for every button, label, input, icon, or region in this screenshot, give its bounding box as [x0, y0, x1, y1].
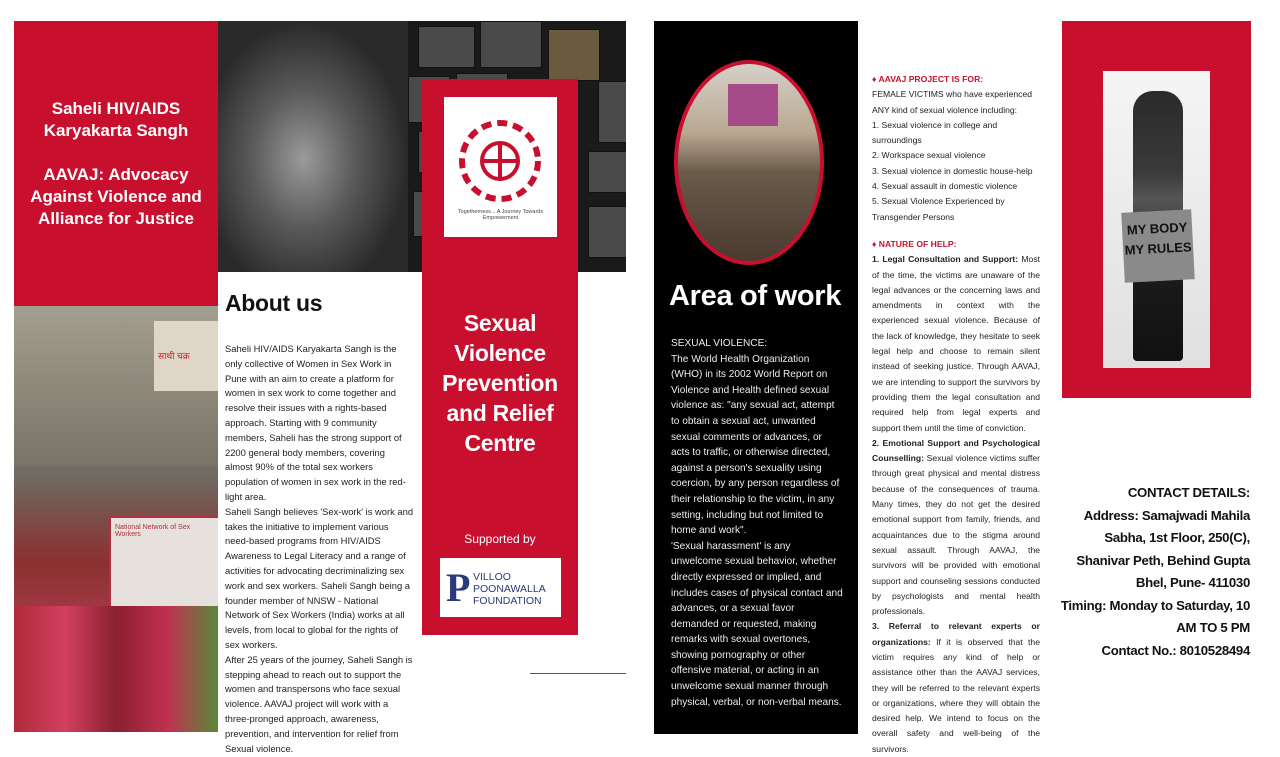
title-block — [14, 21, 218, 306]
org-name-line1: Saheli HIV/AIDS — [51, 98, 181, 118]
workshop-photo — [678, 64, 820, 261]
divider — [530, 673, 626, 674]
area-paragraph: 'Sexual harassment' is any unwelcome sexual behavior, whether directly expressed or implied, and includes cases of physical contact and advances, or a sexual favor demanded or requested, making remarks with sexual overtones, showing pornography or other offensive material, or acting in an unwelcome sexual manner through physical, verbal, or non-verbal means. — [671, 540, 843, 708]
help-heading: ♦ NATURE OF HELP: — [872, 238, 957, 249]
project-for-intro: FEMALE VICTIMS who have experienced ANY kind of sexual violence including: — [872, 89, 1033, 115]
about-paragraph: After 25 years of the journey, Saheli Sangh is stepping ahead to reach out to support the women and transpersons who face sexual violence. AAVAJ project will work with a three-pronged approach, awareness, prevention, and intervention for relief from Sexual violence. — [225, 653, 413, 754]
help-item: 2. Emotional Support and Psychological Counselling: Sexual violence victims suffer through great physical and mental distress because of the consequences of trauma. Many times, they do not get the desired emotional support from family, friends, and acquaintances due to the stigma around sexual assault. Through AAVAJ, the survivors will be provided with emotional support and counseling sessions conducted by psychologists and mental health professionals. — [872, 437, 1040, 617]
about-paragraph: Saheli Sangh believes 'Sex-work' is work and takes the initiative to implement various need-based programs from HIV/AIDS Awareness to Legal Literacy and a range of activities for advocating decriminalizing sex work and sex workers. Saheli Sangh being a founder member of NNSW - National Network of Sex Workers (India) works at all levels, from local to global for the rights of sex workers. — [225, 505, 414, 650]
placard: MY BODY MY RULES — [1121, 209, 1195, 283]
shop-sign: साथी चक्र — [154, 321, 218, 391]
list-item: 2. Workspace sexual violence — [872, 150, 986, 161]
list-item: 3. Sexual violence in domestic house-help — [872, 165, 1033, 176]
contact-address: Sabha, 1st Floor, 250(C), — [1104, 530, 1250, 545]
logo-tagline: Togetherness... A Journey Towards Empowerment — [457, 209, 544, 221]
contact-address: Shanivar Peth, Behind Gupta — [1076, 552, 1250, 568]
saheli-logo — [444, 97, 557, 237]
photo-banner: National Network of Sex Workers — [109, 516, 218, 620]
list-item: 1. Sexual violence in college and surroundings — [872, 119, 998, 146]
contact-address: Bhel, Pune- 411030 — [1135, 575, 1250, 590]
community-photo — [14, 306, 218, 732]
contact-timing: AM TO 5 PM — [1176, 620, 1250, 635]
centre-title: Sexual Violence Prevention and Relief Centre — [442, 310, 558, 456]
help-item: 1. Legal Consultation and Support: Most of the time, the victims are unaware of the legal advances or the concerning laws and amendments in context with the experienced sexual violence. Because of the lack of knowledge, they hesitate to seek legal help and choose to remain silent instead of seeking justice. Through AAVAJ, we are intending to support the survivors by providing them the legal consultation and required help from legal experts and support them until the time of conviction. — [872, 254, 1040, 433]
project-name-line3: Alliance for Justice — [38, 208, 194, 228]
org-name-line2: Karyakarta Sangh — [43, 120, 189, 140]
area-paragraph: The World Health Organization (WHO) in its 2002 World Report on Violence and Health defined sexual violence as: "any sexual act, attempt to obtain a sexual act, unwanted sexual comments or advances, or acts to traffic, or otherwise directed, against a person's sexuality using coercion, by any person regardless of their relationship to the victim, in any setting, including but not limited to home and work". — [671, 353, 840, 537]
list-item: 4. Sexual assault in domestic violence — [872, 181, 1018, 192]
my-body-my-rules-photo — [1103, 71, 1210, 368]
about-heading: About us — [225, 290, 323, 316]
sponsor-letter: P — [446, 565, 471, 610]
project-name-line2: Against Violence and — [30, 186, 202, 206]
list-item: 5. Sexual Violence Experienced by Transgender Persons — [872, 196, 1005, 222]
project-for-heading: ♦ AAVAJ PROJECT IS FOR: — [872, 74, 984, 84]
area-heading: Area of work — [669, 280, 842, 312]
about-text — [225, 342, 415, 756]
area-text — [671, 336, 843, 710]
contact-address: Address: Samajwadi Mahila — [1083, 507, 1250, 523]
help-item: 3. Referral to relevant experts or organizations: If it is observed that the victim requires any kind of help or assistance other than the AAVAJ services, they will be referred to the relevant experts or organizations, where they will obtain the desired help. We intend to focus on the overall safety and well-being of the survivors. — [872, 621, 1040, 754]
contact-timing: Timing: Monday to Saturday, 10 — [1060, 597, 1250, 613]
contact-details — [1060, 482, 1250, 662]
woman-face-image — [218, 21, 408, 272]
sponsor-name: VILLOO POONAWALLA FOUNDATION — [473, 571, 546, 607]
supported-by-label: Supported by — [464, 532, 536, 546]
contact-heading: CONTACT DETAILS: — [1127, 485, 1250, 500]
project-details — [872, 72, 1040, 757]
project-name-line1: AAVAJ: Advocacy — [43, 164, 189, 184]
area-paragraph: SEXUAL VIOLENCE: — [671, 338, 768, 349]
villoo-poonawalla-logo — [440, 558, 561, 617]
about-paragraph: Saheli HIV/AIDS Karyakarta Sangh is the only collective of Women in Sex Work in Pune with an aim to create a platform for women in sex work to come together and resolve their issues with a rights-based approach. Starting with 9 community members, Saheli has the strong support of 2200 general body members, covering almost 90% of the total sex workers population of women in sex work in the red-light area. — [225, 343, 406, 502]
contact-phone: Contact No.: 8010528494 — [1101, 642, 1250, 658]
